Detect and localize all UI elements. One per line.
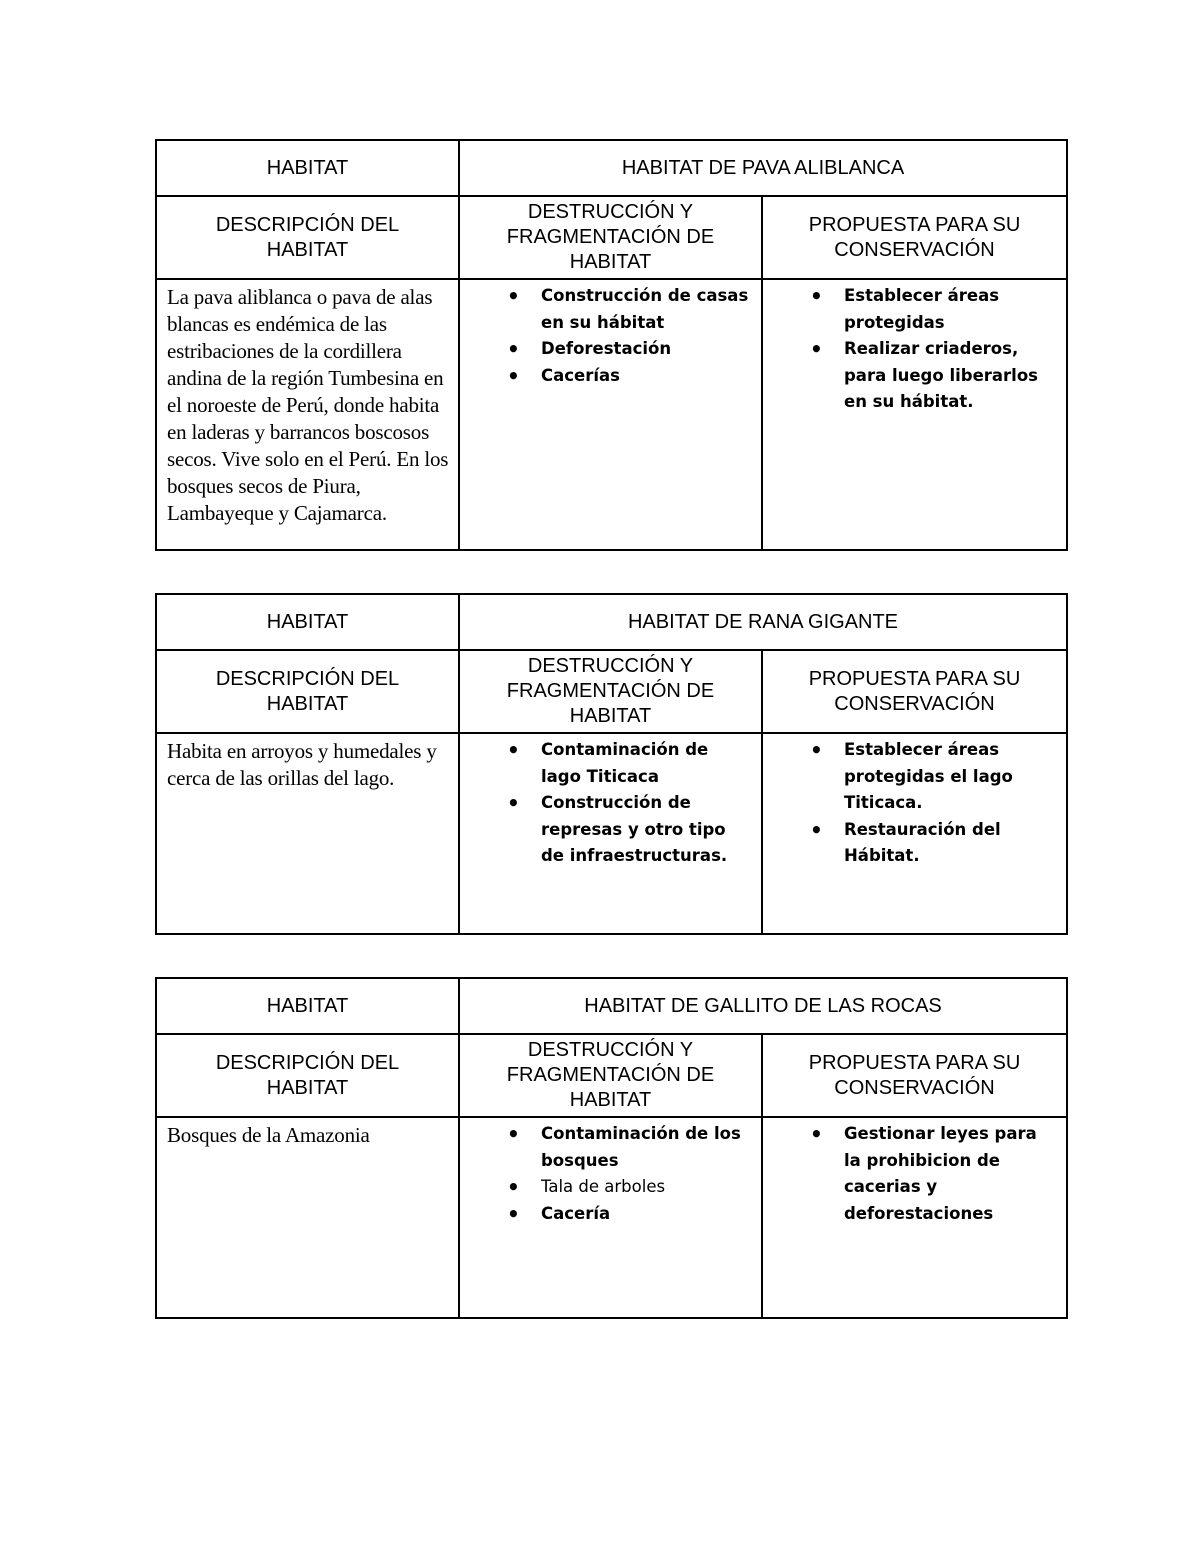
proposal-list-cell — [762, 279, 1067, 550]
description-header: DESCRIPCIÓN DEL HABITAT — [156, 196, 459, 279]
proposal-list — [763, 283, 1058, 416]
proposal-list — [763, 737, 1058, 870]
habitat-column-header: HABITAT — [156, 594, 459, 650]
habitat-title: HABITAT DE PAVA ALIBLANCA — [459, 140, 1067, 196]
proposal-header: PROPUESTA PARA SU CONSERVACIÓN — [762, 650, 1067, 733]
habitat-title: HABITAT DE GALLITO DE LAS ROCAS — [459, 978, 1067, 1034]
destruction-list-cell — [459, 279, 762, 550]
list-item: • Construcción de represas y otro tipo de infraestructuras. — [541, 790, 753, 870]
destruction-list-cell — [459, 1117, 762, 1318]
list-item: • Construcción de casas en su hábitat — [541, 283, 753, 336]
destruction-list — [460, 283, 753, 389]
list-item: • Establecer áreas protegidas — [844, 283, 1058, 336]
list-item: • Contaminación de lago Titicaca — [541, 737, 753, 790]
destruction-header: DESTRUCCIÓN Y FRAGMENTACIÓN DE HABITAT — [459, 1034, 762, 1117]
habitat-description: La pava aliblanca o pava de alas blancas es endémica de las estribaciones de la cordillera andina de la región Tumbesina en el noroeste de Perú, donde habita en laderas y barrancos boscosos secos. Vive solo en el Perú. En los bosques secos de Piura, Lambayeque y Cajamarca. — [156, 279, 459, 550]
destruction-list — [460, 737, 753, 870]
list-item: • Restauración del Hábitat. — [844, 817, 1058, 870]
list-item: • Tala de arboles — [541, 1174, 753, 1201]
list-item: • Cacerías — [541, 363, 753, 390]
proposal-list — [763, 1121, 1058, 1227]
list-item: • Realizar criaderos, para luego liberarlos en su hábitat. — [844, 336, 1058, 416]
destruction-header: DESTRUCCIÓN Y FRAGMENTACIÓN DE HABITAT — [459, 650, 762, 733]
habitat-title: HABITAT DE RANA GIGANTE — [459, 594, 1067, 650]
proposal-list-cell — [762, 733, 1067, 934]
proposal-header: PROPUESTA PARA SU CONSERVACIÓN — [762, 1034, 1067, 1117]
proposal-list-cell — [762, 1117, 1067, 1318]
description-header: DESCRIPCIÓN DEL HABITAT — [156, 1034, 459, 1117]
list-item: • Establecer áreas protegidas el lago Titicaca. — [844, 737, 1058, 817]
list-item: • Cacería — [541, 1201, 753, 1228]
habitat-description: Habita en arroyos y humedales y cerca de las orillas del lago. — [156, 733, 459, 934]
habitat-column-header: HABITAT — [156, 140, 459, 196]
proposal-header: PROPUESTA PARA SU CONSERVACIÓN — [762, 196, 1067, 279]
habitat-table-gallito-de-las-rocas — [155, 977, 1068, 1319]
destruction-list — [460, 1121, 753, 1227]
list-item: • Deforestación — [541, 336, 753, 363]
habitat-table-rana-gigante — [155, 593, 1068, 935]
habitat-description: Bosques de la Amazonia — [156, 1117, 459, 1318]
description-header: DESCRIPCIÓN DEL HABITAT — [156, 650, 459, 733]
destruction-header: DESTRUCCIÓN Y FRAGMENTACIÓN DE HABITAT — [459, 196, 762, 279]
habitat-table-pava-aliblanca — [155, 139, 1068, 551]
destruction-list-cell — [459, 733, 762, 934]
list-item: • Gestionar leyes para la prohibicion de cacerias y deforestaciones — [844, 1121, 1058, 1227]
habitat-column-header: HABITAT — [156, 978, 459, 1034]
list-item: • Contaminación de los bosques — [541, 1121, 753, 1174]
